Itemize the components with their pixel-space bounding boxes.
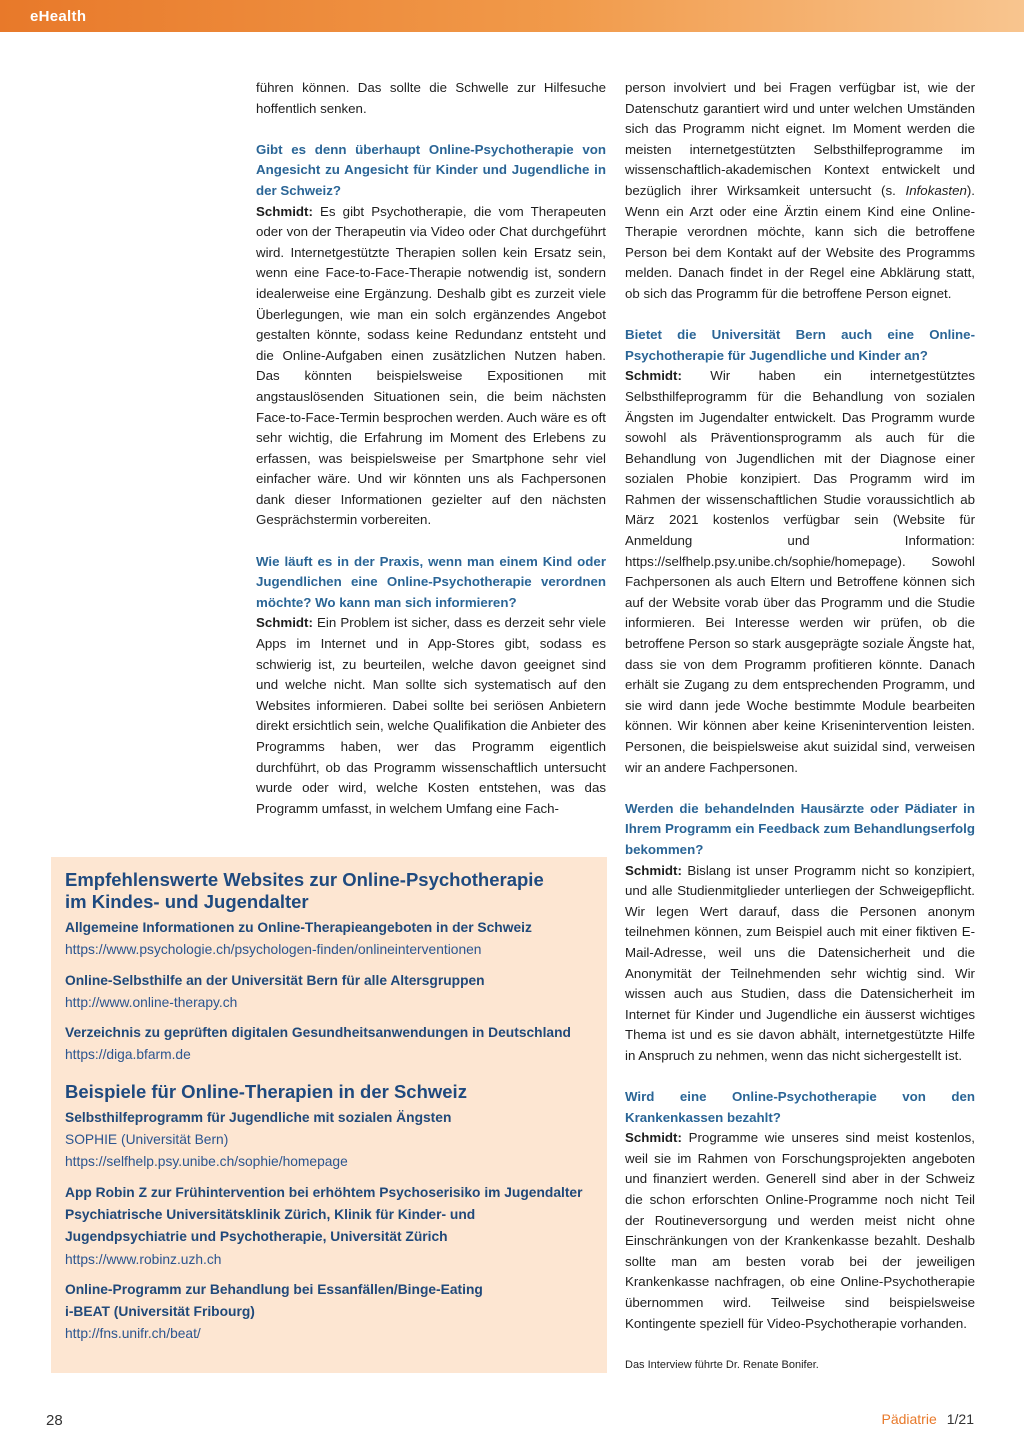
answer-text: Ein Problem ist sicher, dass es derzeit sehr viele Apps im Internet und in App-Stores gibt, sodass es schwierig ist, zu beurteilen, welche davon geeignet sind und welche nicht. Man sollte sich systematisch auf den Websites informieren. Dabei sollte bei seriösen Anbietern direkt ersichtlich sein, welche Qualifikation die Anbieter des Programms haben, wer das Programm eigentlich durchführt, ob das Programm wissenschaftlich untersucht wurde oder wird, welche Kosten entstehen, was das Programm umfasst, in welchem Umfang eine Fach- [256, 615, 606, 816]
example-link[interactable]: http://fns.unifr.ch/beat/ [65, 1326, 201, 1342]
paragraph: führen können. Das sollte die Schwelle zur Hilfesuche hoffentlich senken. [256, 80, 606, 116]
website-title: Allgemeine Informationen zu Online-Therapieangeboten in der Schweiz [65, 920, 532, 935]
speaker-label: Schmidt: [625, 368, 682, 384]
paragraph-text: person involviert und bei Fragen verfügbar ist, wie der Datenschutz garantiert wird und unter welchen Umständen sich das Programm nicht eignet. Im Moment werden die meisten internetgestützten Selbsthilfeprogramme im wissenschaftlich-akademischen Kontext entwickelt und bezüglich ihrer Wirksamkeit untersucht (s. [625, 80, 975, 198]
interview-question: Wird eine Online-Psychotherapie von den Krankenkassen bezahlt? [625, 1089, 975, 1125]
interview-answer [625, 861, 975, 1067]
interview-answer [256, 202, 606, 532]
paragraph-text: ). Wenn ein Arzt oder eine Ärztin einem Kind eine Online-Therapie verordnen möchte, kann sich die betroffene Person bei dem Kontakt auf der Website des Programms melden. Danach findet in der Regel eine Abklärung statt, ob sich das Programm für die betroffene Person eignet. [625, 182, 975, 301]
speaker-label: Schmidt: [256, 203, 313, 219]
website-title: Online-Selbsthilfe an der Universität Bern für alle Altersgruppen [65, 972, 485, 988]
interview-answer [256, 613, 606, 819]
journal-name: Pädiatrie [881, 1411, 937, 1427]
website-title: Verzeichnis zu geprüften digitalen Gesundheitsanwendungen in Deutschland [65, 1025, 571, 1041]
example-title: Selbsthilfeprogramm für Jugendliche mit sozialen Ängsten [65, 1109, 452, 1125]
section-label: eHealth [30, 8, 87, 25]
example-provider: Psychiatrische Universitätsklinik Zürich, Klinik für Kinder- und [65, 1206, 476, 1222]
example-link[interactable]: https://selfhelp.psy.unibe.ch/sophie/homepage [65, 1154, 348, 1170]
interview-question: Bietet die Universität Bern auch eine Online-Psychotherapie für Jugendliche und Kinder an? [625, 327, 975, 363]
website-link[interactable]: https://diga.bfarm.de [65, 1047, 191, 1063]
heading-line: Empfehlenswerte Websites zur Online-Psychotherapie [65, 869, 544, 890]
speaker-label: Schmidt: [256, 615, 313, 631]
interview-answer [625, 366, 975, 778]
example-entry [65, 1279, 593, 1346]
example-title: Online-Programm zur Behandlung bei Essanfällen/Binge-Eating [65, 1281, 483, 1297]
example-provider: Jugendpsychiatrie und Psychotherapie, Universität Zürich [65, 1229, 448, 1245]
infobox-heading-websites [65, 869, 593, 913]
interview-question: Werden die behandelnden Hausärzte oder Pädiater in Ihrem Programm ein Feedback zum Behandlungserfolg bekommen? [625, 800, 975, 857]
interview-question: Wie läuft es in der Praxis, wenn man einem Kind oder Jugendlichen eine Online-Psychotherapie verordnen möchte? Wo kann man sich informieren? [256, 553, 606, 610]
example-provider: SOPHIE (Universität Bern) [65, 1132, 229, 1148]
example-entry [65, 1107, 593, 1174]
infobox-heading-examples: Beispiele für Online-Therapien in der Schweiz [65, 1080, 467, 1102]
section-header-bar [0, 0, 1024, 32]
speaker-label: Schmidt: [625, 862, 682, 878]
website-entry [65, 1022, 593, 1067]
example-provider: i-BEAT (Universität Fribourg) [65, 1304, 255, 1320]
paragraph [625, 78, 975, 305]
website-entry [65, 917, 593, 962]
interview-credit: Das Interview führte Dr. Renate Bonifer. [625, 1358, 819, 1371]
example-entry [65, 1182, 593, 1271]
infobox [51, 857, 607, 1373]
interview-answer [625, 1128, 975, 1334]
answer-text: Programme wie unseres sind meist kostenlos, weil sie im Rahmen von Forschungsprojekten angeboten und finanziert werden. Generell sind aber in der Schweiz die schon erforschten Online-Programme noch nicht Teil der Routineversorgung und werden meist nicht ohne Einschränkungen von der Krankenkasse bezahlt. Deshalb sollte man am besten vorab bei der jeweiligen Krankenkasse nachfragen, ob eine Online-Psychotherapie übernommen wird. Teilweise sind beispielsweise Kontingente speziell für Video-Psychotherapie vorhanden. [625, 1130, 975, 1331]
example-link[interactable]: https://www.robinz.uzh.ch [65, 1251, 222, 1267]
interview-question: Gibt es denn überhaupt Online-Psychotherapie von Angesicht zu Angesicht für Kinder und Jugendliche in der Schweiz? [256, 141, 606, 198]
article-column-middle [256, 78, 606, 819]
journal-issue: 1/21 [946, 1411, 974, 1427]
answer-text: Bislang ist unser Programm nicht so konzipiert, und alle Studienmitglieder unterliegen der Schweigepflicht. Wir legen Wert darauf, dass die Personen anonym teilnehmen können, zum Beispiel auch mit einer fiktiven E-Mail-Adresse, weil uns die Datensicherheit und die Anonymität der Teilnehmenden sehr wichtig sind. Wir wissen auch aus Studien, dass die Datensicherheit im Internet für Kinder und Jugendliche ein äusserst wichtiges Thema ist und es sie davon abhält, internetgestützte Hilfe in Anspruch zu nehmen, wenn das nicht sichergestellt ist. [625, 862, 975, 1063]
example-title: App Robin Z zur Frühintervention bei erhöhtem Psychoserisiko im Jugendalter [65, 1184, 583, 1200]
page-number: 28 [46, 1412, 63, 1429]
answer-text: Es gibt Psychotherapie, die vom Therapeuten oder von der Therapeutin via Video oder Chat durchgeführt wird. Internetgestützte Therapien sollen kein Ersatz sein, wenn eine Face-to-Face-Therapie notwendig ist, sondern idealerweise eine Ergänzung. Deshalb gibt es zurzeit viele Überlegungen, wie man ein solch ergänzendes Angebot gestalten könnte, sodass keine Redundanz entsteht und die Online-Aufgaben einen zusätzlichen Nutzen haben. Das könnten beispielsweise Expositionen mit angstauslösenden Situationen sein, die beim nächsten Face-to-Face-Termin besprochen werden. Auch wäre es oft sehr wichtig, die Erfahrung im Moment des Erlebens zu erfassen, was beispielsweise per Smartphone sehr viel einfacher wäre. Und wir könnten uns als Fachpersonen dank dieser Informationen gezielter auf den nächsten Gesprächstermin vorbereiten. [256, 203, 607, 528]
infobox-content [65, 869, 593, 1346]
article-column-right [625, 78, 975, 1375]
answer-text: Wir haben ein internetgestütztes Selbsthilfeprogramm für die Behandlung von sozialen Ängsten im Jugendalter entwickelt. Das Programm wurde sowohl als Präventionsprogramm als auch für die Behandlung von Jugendlichen mit der Diagnose einer sozialen Phobie konzipiert. Das Programm wird im Rahmen der wissenschaftlichen Studie voraussichtlich ab März 2021 kostenlos verfügbar sein (Website für Anmeldung und Information: https://selfhelp.psy.unibe.ch/sophie/homepage). Sowohl Fachpersonen als auch Eltern und Betroffene können sich auf der Website vorab über das Programm und die Studie informieren. Bei Interesse werden wir prüfen, ob die betroffene Person so stark ausgeprägte soziale Ängste hat, dass sie von dem Programm profitieren könnte. Danach erhält sie Zugang zu dem entsprechenden Programm, und sie wird dann jede Woche bestimmte Module bearbeiten können. Wir können aber keine Krisenintervention leisten. Personen, die beispielsweise akut suizidal sind, verweisen wir an andere Fachpersonen. [625, 368, 975, 775]
heading-line: im Kindes- und Jugendalter [65, 891, 309, 912]
speaker-label: Schmidt: [625, 1130, 682, 1146]
website-link[interactable]: http://www.online-therapy.ch [65, 994, 238, 1010]
infobox-reference: Infokasten [905, 182, 967, 198]
website-entry [65, 970, 593, 1015]
journal-footer [881, 1411, 974, 1427]
website-link[interactable]: https://www.psychologie.ch/psychologen-finden/onlineinterventionen [65, 942, 482, 958]
